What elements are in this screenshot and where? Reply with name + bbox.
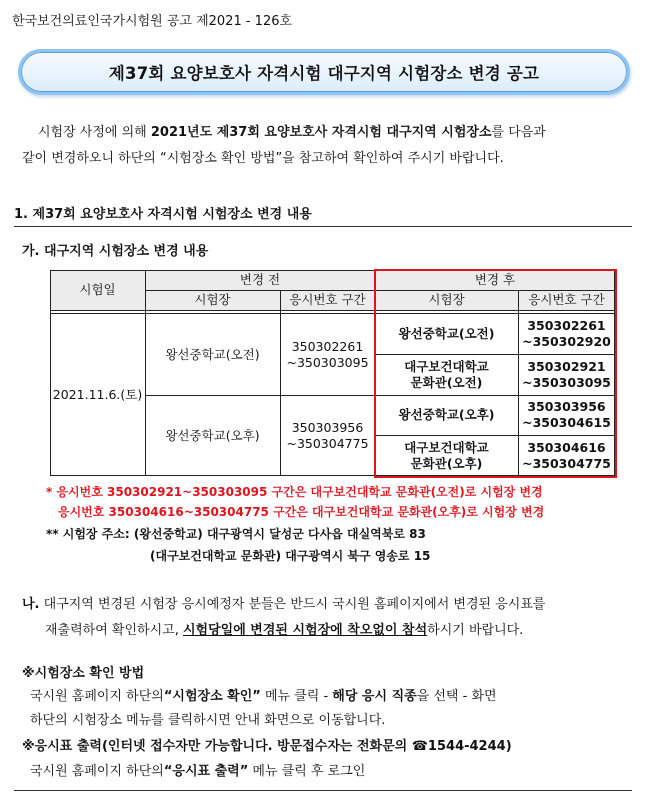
after-venue-4: 대구보건대학교 문화관(오후) <box>404 439 489 471</box>
intro-line2: 같이 변경하오니 하단의 “시험장소 확인 방법”을 참고하여 확인하여 주시기 바랍니다. <box>22 151 504 166</box>
red-note-2: 응시번호 350304616~350304775 구간은 대구보건대학교 문화관(오후)로 시험장 변경 <box>58 505 545 519</box>
notice-number: 한국보건의료인국가시험원 공고 제2021 - 126호 <box>12 14 293 29</box>
check-bold: 해당 응시 직종 <box>332 689 417 704</box>
after-venue-2: 대구보건대학교 문화관(오전) <box>404 358 489 390</box>
after-range-2: 350302921 ~350303095 <box>522 358 611 390</box>
table-line <box>50 310 615 311</box>
after-venue-1: 왕선중학교(오전) <box>398 326 495 341</box>
table-line <box>145 270 146 476</box>
check-method-body <box>30 685 635 733</box>
address-note-2: (대구보건대학교 문화관) 대구광역시 북구 영송로 15 <box>150 549 431 563</box>
after-venue-3: 왕선중학교(오후) <box>398 407 495 422</box>
section-b-text: 대구지역 변경된 시험장 응시예정자 분들은 반드시 국시원 홈페이지에서 변경된 응시표를 <box>39 597 546 612</box>
subsection-a-heading: 가. 대구지역 시험장소 변경 내용 <box>22 244 209 259</box>
check-text: 메뉴 클릭 - <box>260 689 333 704</box>
intro-bold-text: 2021년도 제37회 요양보호사 자격시험 대구지역 시험장소 <box>150 125 492 140</box>
intro-text: 시험장 사정에 의해 <box>38 125 151 140</box>
after-range-4: 350304616 ~350304775 <box>522 439 611 471</box>
header-range-before: 응시번호 구간 <box>280 290 375 310</box>
section-b-text: 하시기 바랍니다. <box>427 623 524 638</box>
header-before: 변경 전 <box>145 270 375 290</box>
table-border <box>614 270 615 476</box>
intro-text: 를 다음과 <box>491 125 546 140</box>
address-note-1: ** 시험장 주소: (왕선중학교) 대구광역시 달성군 다사읍 대실역북로 83 <box>46 527 426 541</box>
header-venue-after: 시험장 <box>375 290 518 310</box>
page-title: 제37회 요양보호사 자격시험 대구지역 시험장소 변경 공고 <box>108 64 540 83</box>
table-line <box>50 313 615 314</box>
venue-change-table <box>50 270 615 476</box>
header-venue-before: 시험장 <box>145 290 280 310</box>
section-b-paragraph <box>22 592 634 644</box>
table-line <box>145 290 615 291</box>
table-border <box>50 475 615 476</box>
table-line <box>518 290 519 476</box>
before-range-afternoon: 350303956 ~350304775 <box>286 419 369 451</box>
print-admission-title: ※응시표 출력(인터넷 접수자만 가능합니다. 방문접수자는 전화문의 ☎1544-4244) <box>22 739 512 754</box>
header-date: 시험일 <box>50 270 145 310</box>
before-venue-afternoon: 왕선중학교(오후) <box>165 427 260 443</box>
table-line <box>145 395 615 396</box>
check-method-title: ※시험장소 확인 방법 <box>22 666 145 681</box>
table-line <box>280 290 281 476</box>
print-text: 국시원 홈페이지 하단의 <box>30 764 164 779</box>
table-line <box>375 270 376 476</box>
header-range-after: 응시번호 구간 <box>518 290 615 310</box>
check-bold: “시험장소 확인” <box>163 689 261 704</box>
print-bold: “응시표 출력” <box>163 764 249 779</box>
section-b-emphasis: 시험당일에 변경된 시험장에 착오없이 참석 <box>182 623 428 638</box>
header-after: 변경 후 <box>375 270 615 290</box>
table-border <box>50 270 615 271</box>
print-admission-body <box>30 760 365 779</box>
after-range-3: 350303956 ~350304615 <box>522 399 611 430</box>
print-text: 메뉴 클릭 후 로그인 <box>248 764 366 779</box>
after-range-1: 350302261 ~350302920 <box>522 318 611 349</box>
check-text: 국시원 홈페이지 하단의 <box>30 689 164 704</box>
section-b-prefix: 나. <box>22 597 40 612</box>
red-note-1: * 응시번호 350302921~350303095 구간은 대구보건대학교 문화관(오전)로 시험장 변경 <box>46 485 543 499</box>
intro-paragraph <box>22 120 632 172</box>
check-line2: 하단의 시험장소 메뉴를 클릭하시면 안내 화면으로 이동합니다. <box>30 713 386 728</box>
divider <box>14 226 632 227</box>
title-banner <box>18 49 630 95</box>
check-text: 을 선택 - 화면 <box>416 689 497 704</box>
table-line <box>375 435 615 436</box>
section-b-text: 재출력하여 확인하시고, <box>45 623 183 638</box>
divider <box>14 790 632 791</box>
table-line <box>375 354 615 355</box>
section-1-heading: 1. 제37회 요양보호사 자격시험 시험장소 변경 내용 <box>14 207 312 222</box>
exam-date-cell: 2021.11.6.(토) <box>52 387 143 402</box>
before-range-morning: 350302261 ~350303095 <box>286 338 369 370</box>
before-venue-morning: 왕선중학교(오전) <box>165 346 260 362</box>
table-border <box>50 270 51 476</box>
